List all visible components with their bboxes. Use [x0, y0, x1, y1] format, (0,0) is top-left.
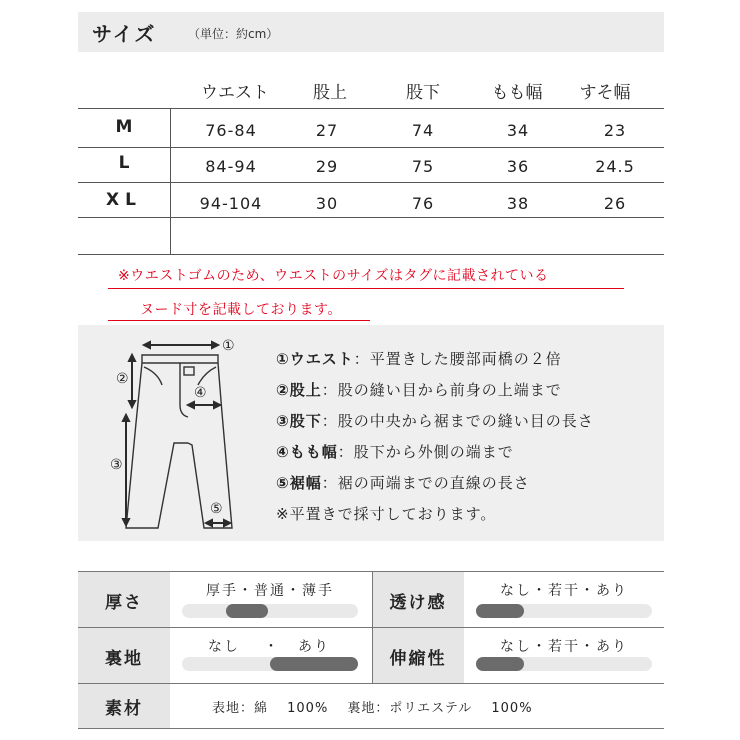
table-divider — [78, 108, 664, 109]
label-material: 素材 — [105, 699, 143, 719]
table-cell: 29 — [315, 157, 339, 176]
label-lining: 裏地 — [105, 649, 143, 669]
col-header-inseam: 股下 — [406, 83, 440, 103]
table-column-divider — [170, 108, 171, 254]
thickness-options: 厚手・普通・薄手 — [206, 583, 334, 599]
diagram-marker-4: ④ — [194, 385, 207, 401]
lining-option-yes: あり — [298, 639, 330, 655]
table-cell: 75 — [411, 157, 435, 176]
table-divider — [78, 627, 664, 628]
size-label-l: L — [118, 153, 130, 173]
col-header-hem: すそ幅 — [579, 83, 631, 103]
label-stretch: 伸縮性 — [389, 649, 447, 669]
lining-option-dot: ・ — [264, 639, 280, 655]
desc-rise: ②股上：股の縫い目から前身の上端まで — [276, 381, 562, 399]
sheer-level-marker — [476, 604, 524, 618]
pants-diagram-icon — [100, 333, 260, 538]
size-label-xl: XL — [106, 190, 142, 210]
waist-note-line1: ※ウエストゴムのため、ウエストのサイズはタグに記載されている — [118, 268, 549, 284]
table-cell: 24.5 — [595, 157, 635, 176]
size-unit: （単位：約cm） — [188, 27, 279, 41]
stretch-options: なし・若干・あり — [500, 639, 628, 655]
table-divider — [78, 254, 664, 255]
note-underline — [108, 288, 624, 289]
label-thickness: 厚さ — [105, 593, 143, 613]
table-divider — [78, 217, 664, 218]
stretch-level-marker — [476, 657, 524, 671]
table-cell: 38 — [506, 194, 530, 213]
lining-level-bar — [182, 657, 358, 671]
table-cell: 94-104 — [199, 194, 263, 213]
size-header — [78, 12, 664, 52]
table-cell: 74 — [411, 121, 435, 140]
size-title: サイズ — [92, 22, 157, 46]
table-cell: 34 — [506, 121, 530, 140]
col-header-rise: 股上 — [313, 83, 347, 103]
desc-waist: ①ウエスト：平置きした腰部両橋の２倍 — [276, 350, 562, 368]
sheer-options: なし・若干・あり — [500, 583, 628, 599]
size-label-m: M — [115, 117, 133, 137]
label-sheer: 透け感 — [389, 593, 447, 613]
col-header-waist: ウエスト — [201, 83, 269, 103]
desc-thigh: ④もも幅：股下から外側の端まで — [276, 443, 514, 461]
stretch-level-bar — [476, 657, 652, 671]
waist-note-line2: ヌード寸を記載しております。 — [140, 302, 342, 318]
material-text: 表地：綿 100% 裏地：ポリエステル 100% — [212, 701, 533, 716]
diagram-marker-1: ① — [222, 338, 235, 354]
diagram-marker-3: ③ — [110, 457, 123, 473]
table-cell: 26 — [603, 194, 627, 213]
lining-option-none: なし — [208, 639, 240, 655]
desc-hem: ⑤裾幅：裾の両端までの直線の長さ — [276, 474, 530, 492]
thickness-level-bar — [182, 604, 358, 618]
table-cell: 36 — [506, 157, 530, 176]
col-header-thigh: もも幅 — [491, 83, 543, 103]
lining-level-marker — [270, 657, 358, 671]
table-divider — [78, 147, 664, 148]
table-divider — [78, 571, 664, 572]
table-divider — [78, 683, 664, 684]
table-divider — [78, 728, 664, 729]
desc-inseam: ③股下：股の中央から裾までの縫い目の長さ — [276, 412, 594, 430]
diagram-marker-5: ⑤ — [210, 501, 223, 517]
table-cell: 23 — [603, 121, 627, 140]
table-cell: 30 — [315, 194, 339, 213]
diagram-marker-2: ② — [116, 371, 129, 387]
thickness-level-marker — [226, 604, 268, 618]
table-cell: 27 — [315, 121, 339, 140]
desc-footnote: ※平置きで採寸しております。 — [276, 505, 497, 523]
note-underline — [108, 320, 370, 321]
table-divider — [78, 182, 664, 183]
sheer-level-bar — [476, 604, 652, 618]
table-cell: 76 — [411, 194, 435, 213]
table-cell: 84-94 — [205, 157, 257, 176]
table-cell: 76-84 — [205, 121, 257, 140]
